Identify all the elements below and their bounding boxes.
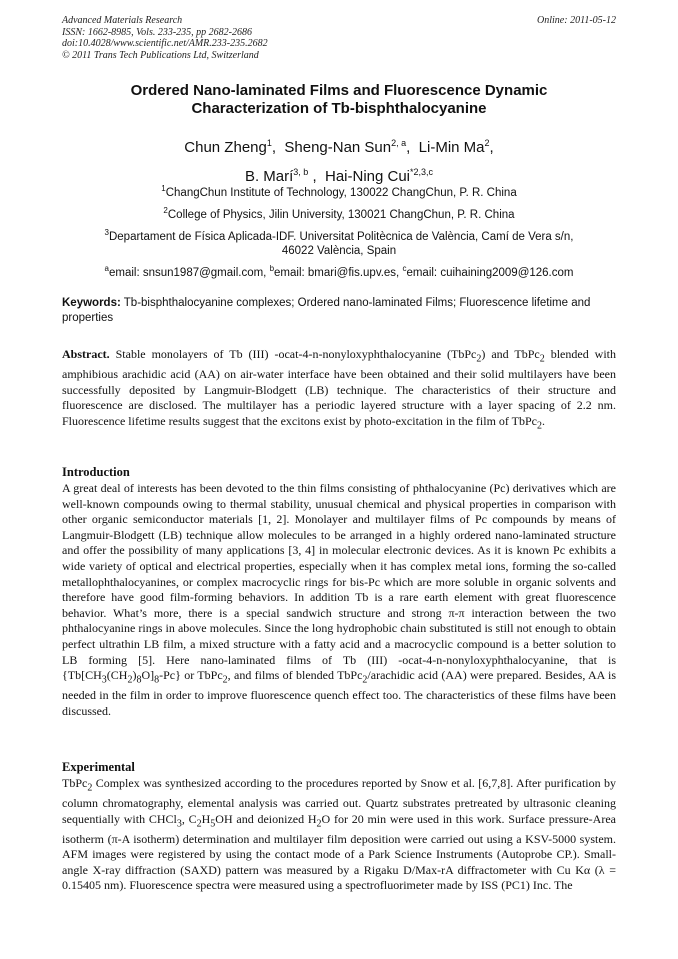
introduction-body — [62, 481, 616, 719]
online-date: Online: 2011-05-12 — [537, 15, 616, 26]
subscript: 2 — [87, 782, 93, 794]
author-sup: 1 — [266, 138, 272, 148]
affil-num: 2 — [163, 206, 168, 215]
paper-title — [62, 82, 616, 118]
author-sup: 2, a — [391, 138, 407, 148]
email-link[interactable]: email: bmari@fis.upv.es, — [274, 266, 403, 279]
subscript: 5 — [210, 817, 216, 829]
affiliation-2 — [62, 204, 616, 222]
email-letter: c — [402, 264, 407, 273]
subscript: 3 — [101, 674, 107, 686]
email-letter: b — [269, 264, 275, 273]
subscript: 8 — [136, 674, 142, 686]
subscript: 3 — [176, 817, 182, 829]
keywords-label: Keywords: — [62, 297, 121, 309]
author-list — [62, 131, 616, 189]
affil-num: 1 — [161, 184, 166, 193]
body-text: -Pc} or TbPc — [159, 668, 223, 683]
body-text: ) — [132, 668, 137, 683]
abstract-label: Abstract. — [62, 347, 110, 361]
journal-issn: ISSN: 1662-8985, Vols. 233-235, pp 2682-2686 — [62, 26, 252, 38]
author-sup: 3, b — [293, 167, 309, 177]
authors-line-1: Chun Zheng$^1$, Sheng-Nan Sun$^{2, a}$, Li-Min Ma$^2$, — [184, 138, 494, 156]
email-link[interactable]: email: cuihaining2009@126.com — [406, 266, 574, 279]
subscript: 2 — [539, 353, 545, 365]
email-link[interactable]: email: snsun1987@gmail.com, — [108, 266, 270, 279]
affil-text: 46022 València, Spain — [281, 245, 397, 258]
author-sup: 2 — [484, 138, 490, 148]
keywords — [62, 296, 616, 326]
author-name: Hai-Ning Cui — [324, 168, 411, 185]
body-text: TbPc — [62, 776, 88, 790]
subscript: 2 — [476, 353, 482, 365]
subscript: 2 — [362, 674, 368, 686]
introduction-heading: Introduction — [62, 465, 130, 479]
journal-copyright: © 2011 Trans Tech Publications Ltd, Switzerland — [62, 49, 259, 61]
subscript: 8 — [154, 674, 160, 686]
abstract-text: Stable monolayers of Tb (III) -ocat-4-n-nonyloxyphthalocyanine (TbPc — [109, 347, 477, 361]
journal-name: Advanced Materials Research — [62, 15, 183, 26]
abstract-text: . — [542, 413, 546, 428]
author-emails — [62, 262, 616, 280]
body-text: O for 20 min were used in this work. Surface pressure-Area isotherm (π-A isotherm) determination and multilayer film deposition were carried out using a KSV-5000 system. AFM images were registered by using the contact mode of a Park Science Instruments (Autoprobe CP.). Small-angle X-ray diffraction (SAXD) pattern was measured by a Rigaku D/Max-rA diffractometer with Cu Kα (λ = 0.15405 nm). Fluorescence spectra were measured using a spectrofluorimeter made by ISS (PC1) Inc. The — [62, 811, 616, 893]
journal-header — [62, 15, 616, 61]
title-line-1: Ordered Nano-laminated Films and Fluorescence Dynamic — [130, 82, 548, 99]
authors-line-2: B. Marí$^{3, b}$ , Hai-Ning Cui$^{*2,3,c}$ — [244, 167, 434, 185]
title-line-2: Characterization of Tb-bisphthalocyanine — [191, 100, 487, 117]
body-text: OH and deionized H — [215, 811, 317, 826]
body-text: , and films of blended TbPc — [227, 668, 363, 683]
email-letter: a — [104, 264, 109, 273]
subscript: 2 — [196, 817, 202, 829]
journal-doi: doi:10.4028/www.scientific.net/AMR.233-235.2682 — [62, 38, 268, 49]
abstract-text: ) and TbPc — [481, 347, 540, 361]
affil-text: Departament de Física Aplicada-IDF. Universitat Politècnica de València, Camí de Vera s/n, — [108, 230, 574, 243]
affiliation-1 — [62, 182, 616, 200]
body-text: A great deal of interests has been devoted to the thin films consisting of phthalocyanine (Pc) derivatives which are well-known compounds owing to thermal stability, unusual chemical and physical properties in comparison with other organic semiconductor materials [1, 2]. Monolayer and multilayer films of Pc compounds by means of Langmuir-Blodgett (LB) technique allow molecules to be arranged in a highly ordered nano-laminated structure and offer the possibility of many applications [3, 4] in molecular electronic devices. As it is known Pc exhibits a wide variety of optical and electrical properties, especially when it has complex metal ions, forming the so-called metallophthalocyanines, or complex macrocyclic rings for bis-Pc which are more soluble in organic solvents and therefore have good film-forming behaviors. In addition Tb is a rare earth element with great fluorescence behavior. What’s more, there is a special sandwich structure and strong π-π interaction between the two phthalocyanine rings in above molecules. Since the long hydrophobic chain substituted is still not enough to obtain perfect ultrathin LB film, a mixed structure with a fatty acid and a macrocyclic compound is a better solution to LB forming [5]. Here nano-laminated films of Tb (III) -ocat-4-n-nonyloxyphthalocyanine, that is {Tb[CH — [62, 481, 616, 683]
author-name: Chun Zheng — [184, 139, 267, 156]
body-text: O] — [141, 668, 155, 683]
affil-num: 3 — [104, 228, 109, 237]
author-name: Sheng-Nan Sun — [284, 139, 392, 156]
body-text: Complex was synthesized according to the procedures reported by Snow et al. [6,7,8]. After purification by column chromatography, elemental analysis was carried out. Quartz substrates pretreated by ultrasonic cleaning sequentially with CHCl — [62, 776, 616, 826]
author-name: B. Marí — [244, 168, 294, 185]
author-sup: *2,3,c — [410, 167, 434, 177]
experimental-heading: Experimental — [62, 760, 135, 774]
subscript: 2 — [127, 674, 133, 686]
subscript: 2 — [222, 674, 228, 686]
abstract-text: blended with amphibious arachidic acid (AA) on air-water interface have been obtained and their solid multilayers have been successfully deposited by Langmuir-Blodgett (LB) technique. The characteristics of their structure and fluorescence are disclosed. The multilayer has a periodic layered structure with a layer spacing of 2.2 nm. Fluorescence lifetime results suggest that the excitons exist by photo-excitation in the film of TbPc — [62, 347, 616, 428]
keywords-text: Tb-bisphthalocyanine complexes; Ordered nano-laminated Films; Fluorescence lifetime and properties — [62, 297, 591, 324]
affil-text: College of Physics, Jilin University, 130021 ChangChun, P. R. China — [167, 208, 515, 221]
body-text: H — [201, 811, 211, 826]
author-name: Li-Min Ma — [418, 139, 485, 156]
subscript: 2 — [316, 817, 322, 829]
affiliation-3 — [62, 226, 616, 259]
experimental-body — [62, 776, 616, 894]
abstract — [62, 347, 616, 434]
affil-text: ChangChun Institute of Technology, 130022 ChangChun, P. R. China — [165, 186, 517, 199]
subscript: 2 — [537, 420, 543, 432]
body-text: (CH — [106, 668, 128, 683]
body-text: , C — [181, 811, 197, 826]
body-text: /arachidic acid (AA) were prepared. Besides, AA is needed in the film in order to improve fluorescence quench effect too. The characteristics of these films have been discussed. — [62, 668, 616, 718]
